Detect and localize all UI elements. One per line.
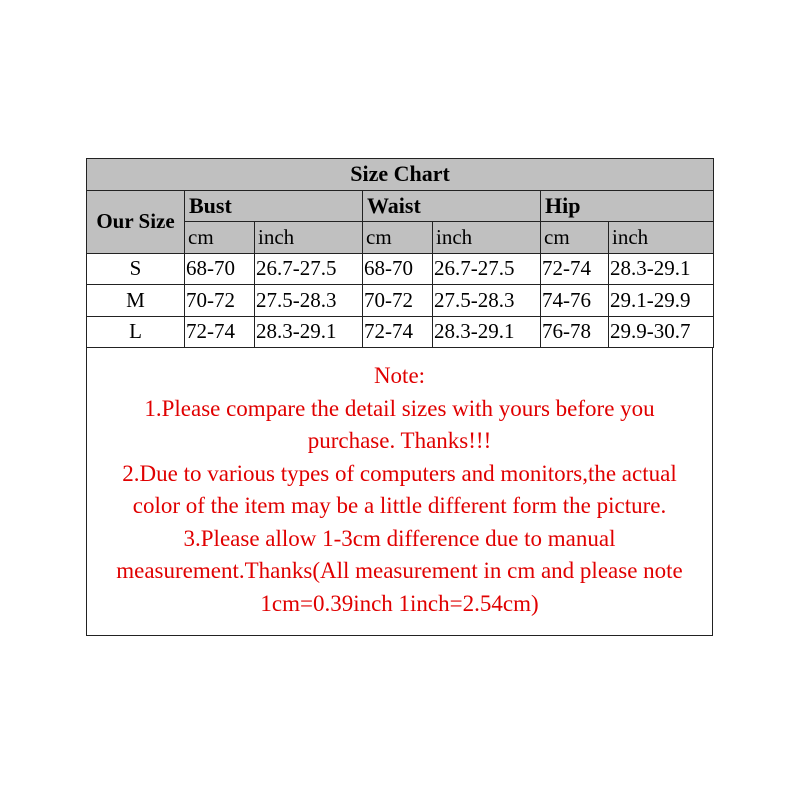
table-cell: 68-70	[185, 253, 255, 285]
note-line: measurement.Thanks(All measurement in cm and please note	[116, 558, 683, 583]
table-cell: 72-74	[363, 316, 433, 348]
table-cell: 74-76	[541, 285, 609, 317]
table-cell: 27.5-28.3	[255, 285, 363, 317]
note-box	[86, 348, 713, 636]
table-cell: 76-78	[541, 316, 609, 348]
size-chart	[86, 158, 713, 636]
table-row	[87, 253, 714, 285]
table-row	[87, 316, 714, 348]
table-cell: 70-72	[185, 285, 255, 317]
note-line: 1cm=0.39inch 1inch=2.54cm)	[260, 590, 539, 616]
table-cell: 29.9-30.7	[609, 316, 714, 348]
table-cell: 26.7-27.5	[255, 253, 363, 285]
table-cell: 68-70	[363, 253, 433, 285]
note-heading: Note:	[373, 363, 426, 388]
table-cell: 28.3-29.1	[255, 316, 363, 348]
hip-header: Hip	[541, 190, 714, 222]
table-row	[87, 285, 714, 317]
size-label: L	[87, 316, 185, 348]
chart-title: Size Chart	[87, 159, 714, 191]
unit-header: cm	[185, 222, 255, 254]
table-cell: 28.3-29.1	[433, 316, 541, 348]
bust-header: Bust	[185, 190, 363, 222]
table-cell: 29.1-29.9	[609, 285, 714, 317]
note-line: purchase. Thanks!!!	[307, 428, 492, 453]
table-cell: 72-74	[541, 253, 609, 285]
note-line: 1.Please compare the detail sizes with yours before you	[144, 395, 655, 421]
table-cell: 28.3-29.1	[609, 253, 714, 285]
table-cell: 27.5-28.3	[433, 285, 541, 317]
unit-header: inch	[255, 222, 363, 254]
table-cell: 70-72	[363, 285, 433, 317]
unit-header: cm	[541, 222, 609, 254]
waist-header: Waist	[363, 190, 541, 222]
unit-header: cm	[363, 222, 433, 254]
note-line: 2.Due to various types of computers and monitors,the actual	[122, 460, 677, 486]
table-cell: 26.7-27.5	[433, 253, 541, 285]
our-size-header: Our Size	[87, 190, 185, 253]
size-label: S	[87, 253, 185, 285]
note-line: color of the item may be a little different form the picture.	[132, 493, 667, 518]
unit-header: inch	[609, 222, 714, 254]
table-cell: 72-74	[185, 316, 255, 348]
size-label: M	[87, 285, 185, 317]
unit-header: inch	[433, 222, 541, 254]
size-table	[86, 158, 714, 348]
note-line: 3.Please allow 1-3cm difference due to manual	[183, 525, 616, 551]
